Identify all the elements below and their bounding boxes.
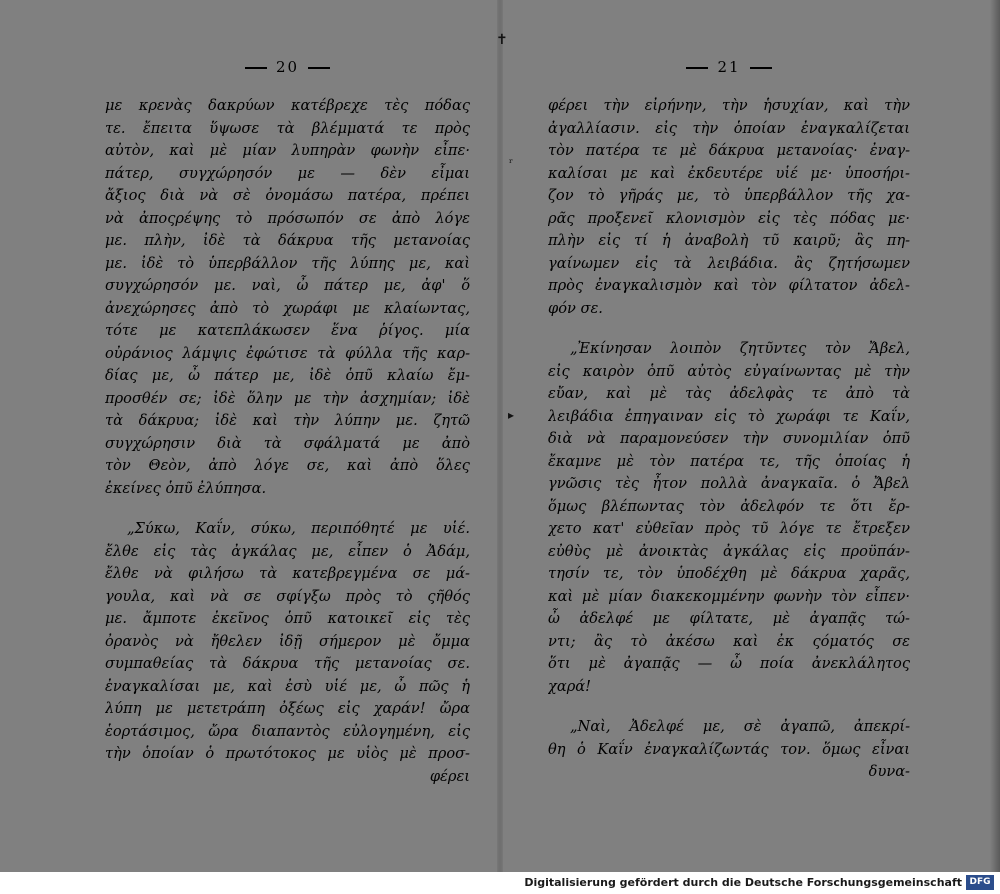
page-number-right [548, 58, 910, 76]
book-gutter [497, 0, 503, 872]
text-line: ζον τὸ γῆράς με, τὸ ὑπερβάλλον τῆς χα- [548, 187, 910, 204]
text-line: ἔκαμνε μὲ τὸν πατέρα τε, τῆς ὁποίας ἡ [548, 452, 910, 470]
text-line: ἀνεχώρησες ἀπὸ τὸ χωράφι με κλαίωντας, [105, 299, 470, 317]
text-line: πλὴν εἰς τί ἡ ἀναβολὴ τῦ καιρῦ; ἂς πη- [548, 232, 910, 249]
text-line: προσθέν σε; ἰδὲ ὅλην με τὴν ἀσχημίαν; ἰδὲ [105, 389, 470, 407]
text-line: τὴν ὁποίαν ὁ πρωτότοκος με υἱὸς μὲ προσ- [105, 745, 470, 762]
text-line: με. πλὴν, ἰδὲ τὰ δάκρυα τῆς μετανοίας [105, 232, 470, 249]
text-line: φέρει τὴν εἰρήνην, τὴν ἡσυχίαν, καὶ τὴν [548, 97, 910, 114]
funding-credit: Digitalisierung gefördert durch die Deutsche Forschungsgemeinschaft [524, 876, 962, 889]
text-line: οὐράνιος λάμψις ἐφώτισε τὰ φύλλα τῆς καρ- [105, 344, 470, 362]
text-line: πρὸς ἐναγκαλισμὸν καὶ τὸν φίλτατον ἀδελ- [548, 277, 910, 294]
dfg-logo: DFG [966, 875, 994, 890]
text-line: ἔλθε νὰ φιλήσω τὰ κατεβρεγμένα σε μά- [105, 565, 470, 582]
text-line: ὅτι μὲ ἀγαπᾷς — ὦ ποία ἀνεκλάλητος [548, 655, 910, 672]
text-line: συγχώρησιν διὰ τὰ σφάλματά με ἀπὸ [105, 434, 470, 452]
text-line: τησίν τε, τὸν ὑποδέχθη μὲ δάκρυα χαρᾶς, [548, 565, 910, 582]
text-line: καὶ μὲ μίαν διακεκομμένην φωνὴν τὸν εἶπεν· [548, 587, 910, 605]
text-line: „Σύκω, Καΐν, σύκω, περιπόθητέ με υἱέ. [127, 520, 470, 537]
page-edge-shadow [990, 0, 1000, 872]
margin-mark: ʳ [509, 156, 514, 170]
text-line: πάτερ, συγχώρησόν με — δὲν εἶμαι [105, 164, 470, 182]
text-line: με. ἰδὲ τὸ ὑπερβάλλον τῆς λύπης με, καὶ [105, 254, 470, 272]
left-page [105, 0, 470, 872]
text-line: „Ἐκίνησαν λοιπὸν ζητῦντες τὸν Ἄβελ, [570, 340, 910, 357]
catchword: δυνα- [868, 763, 910, 780]
text-line: χαρά! [548, 677, 591, 695]
text-line: διὰ νὰ παραμονεύσεν τὴν συνομιλίαν ὁπῦ [548, 430, 910, 447]
page-number-left [105, 58, 470, 76]
text-line: ντι; ἂς τὸ ἀκέσω καὶ ἐκ ςόματός σε [548, 632, 910, 650]
text-line: ρᾶς προξενεῖ κλονισμὸν εἰς τὲς πόδας με· [548, 209, 910, 227]
page-number-text: 20 [275, 58, 300, 76]
digitization-footer [0, 872, 1000, 894]
text-line: τότε με κατεπλάκωσεν ἕνα ῥίγος. μία [105, 322, 470, 339]
text-line: γαίνωμεν εἰς τὰ λειβάδια. ἂς ζητήσωμεν [548, 254, 910, 272]
text-line: τὰ δάκρυα; ἰδὲ καὶ τὴν λύπην με. ζητῶ [105, 412, 470, 429]
text-line: τὸν πατέρα τε μὲ δάκρυα μετανοίας· ἐναγ- [548, 142, 910, 159]
text-line: ἐναγκαλίσαι με, καὶ ἐσὺ υἱέ με, ὦ πῶς ἡ [105, 677, 470, 695]
header-dash [308, 67, 330, 69]
text-line: ἔλθε εἰς τὰς ἀγκάλας με, εἶπεν ὁ Ἀδάμ, [105, 542, 470, 560]
text-line: ὀρανὸς νὰ ἤθελεν ἰδῇ σήμερον μὲ ὄμμα [105, 632, 470, 650]
page-number-text: 21 [717, 58, 741, 76]
text-line: δίας με, ὦ πάτερ με, ἰδὲ ὁπῦ κλαίω ἔμ- [105, 367, 470, 384]
right-page-text [548, 95, 910, 784]
text-line: „Ναὶ, Ἀδελφέ με, σὲ ἀγαπῶ, ἀπεκρί- [570, 718, 910, 735]
header-dash [245, 67, 267, 69]
text-line: εὔαν, καὶ μὲ τὰς ἀδελφὰς τε ἀπὸ τὰ [548, 385, 910, 402]
text-line: γουλα, καὶ νὰ σε σφίγξω πρὸς τὸ ςῆθός [105, 587, 470, 605]
text-line: λειβάδια ἐπηγαιναν εἰς τὸ χωράφι τε Καΐν, [548, 407, 910, 425]
text-line: τὸν Θεὸν, ἀπὸ λόγε σε, καὶ ἀπὸ ὅλες [105, 457, 470, 474]
text-line: εὐθὺς μὲ ἀνοικτὰς ἀγκάλας εἰς προϋπάν- [548, 542, 910, 560]
text-line: ὅμως βλέπωντας τὸν ἀδελφόν τε ὅτι ἔρ- [548, 497, 910, 515]
left-page-text [105, 95, 470, 788]
margin-mark: ▸ [508, 408, 515, 422]
text-line: γνῶσις τὲς ἦτον πολλὰ ἀναγκαῖα. ὁ Ἄβελ [548, 475, 910, 492]
text-line: εἰς καιρὸν ὁπῦ αὐτὸς εὐγαίνωντας μὲ τὴν [548, 362, 910, 380]
text-line: με. ἄμποτε ἐκεῖνος ὁπῦ κατοικεῖ εἰς τὲς [105, 610, 470, 627]
text-line: χετο κατ' εὐθεῖαν πρὸς τῦ λόγε τε ἔτρεξεν [548, 520, 910, 537]
text-line: τε. ἔπειτα ὕψωσε τὰ βλέμματά τε πρὸς [105, 119, 470, 137]
text-line: με κρενὰς δακρύων κατέβρεχε τὲς πόδας [105, 97, 470, 114]
text-line: ἀγαλλίασιν. εἰς τὴν ὁποίαν ἐναγκαλίζεται [548, 119, 910, 137]
header-dash [686, 67, 708, 69]
text-line: συμπαθείας τὰ δάκρυα τῆς μετανοίας σε. [105, 655, 470, 672]
right-page [548, 0, 910, 872]
header-dash [750, 67, 772, 69]
text-line: ἑορτάσιμος, ὤρα διαπαντὸς εὐλογημένη, εἰς [105, 722, 470, 740]
text-line: αὐτὸν, καὶ μὲ μίαν λυπηρὰν φωνὴν εἶπε· [105, 142, 470, 159]
text-line: ἐκείνες ὁπῦ ἐλύπησα. [105, 479, 267, 497]
text-line: φόν σε. [548, 299, 603, 317]
text-line: καλίσαι με καὶ ἐκδευτέρε υἱέ με· ὑποσήρι- [548, 164, 910, 182]
text-line: θη ὁ Καΐν ἐναγκαλίζωντάς τον. ὅμως εἶναι [548, 740, 910, 758]
text-line: νὰ ἀποςρέψης τὸ πρόσωπόν σε ἀπὸ λόγε [105, 209, 470, 227]
text-line: λύπη με μετετράπη ὀξέως εἰς χαράν! ὤρα [105, 700, 470, 717]
text-line: ὦ ἀδελφέ με φίλτατε, μὲ ἀγαπᾷς τώ- [548, 610, 910, 627]
text-line: συγχώρησόν με. ναὶ, ὦ πάτερ με, ἀφ' ὅ [105, 277, 470, 294]
catchword: φέρει [429, 767, 470, 785]
gutter-mark: ✝ [496, 32, 508, 48]
text-line: ἄξιος διὰ νὰ σὲ ὀνομάσω πατέρα, πρέπει [105, 187, 470, 204]
